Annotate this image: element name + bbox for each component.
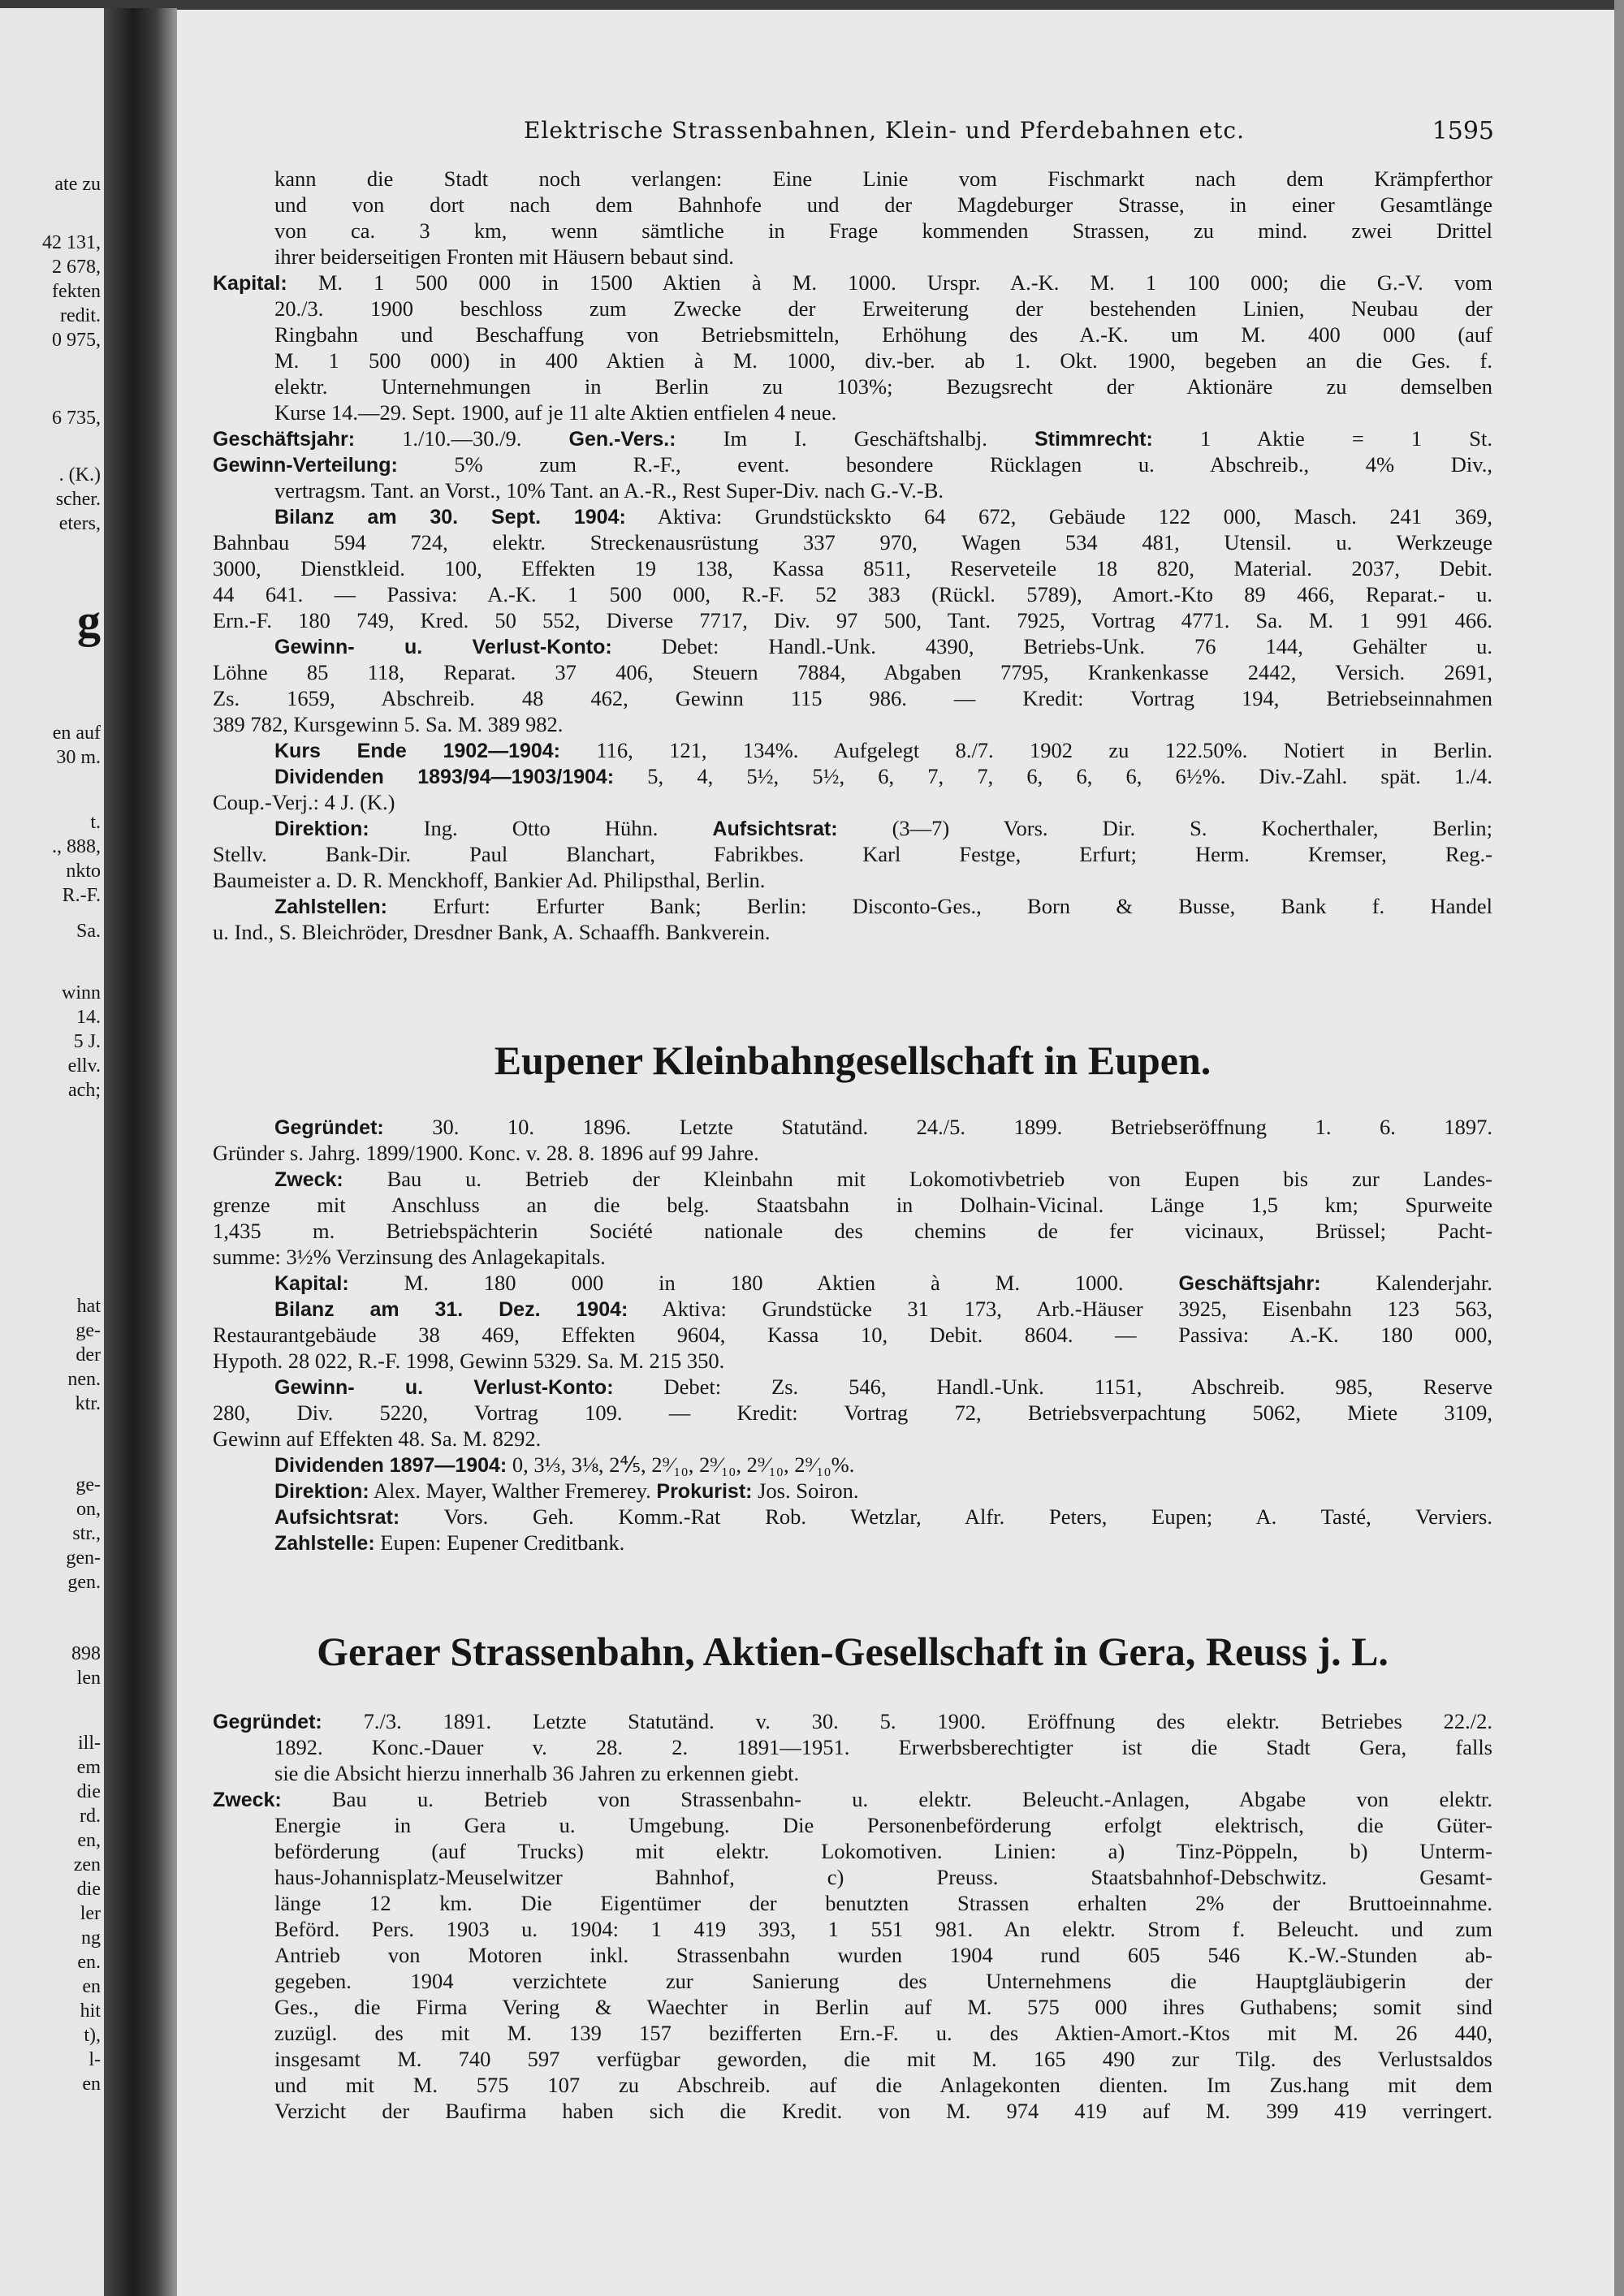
left-page-text-fragment: ellv.	[67, 1055, 101, 1077]
section-keyword: Gewinn- u. Verlust-Konto:	[274, 636, 612, 658]
text-line: Verzicht der Baufirma haben sich die Kredit. von M. 974 419 auf M. 399 419 verringert.	[274, 2099, 1492, 2123]
text-line: Geschäftsjahr: 1./10.—30./9. Gen.-Vers.: Im I. Geschäftshalbj. Stimmrecht: 1 Aktie = 1 St.	[213, 426, 1492, 451]
section-keyword: Zahlstellen:	[274, 896, 387, 918]
left-page-text-fragment: ach;	[68, 1080, 101, 1101]
section-keyword: Geschäftsjahr:	[1178, 1272, 1321, 1295]
left-page-text-fragment: ill-	[78, 1733, 101, 1754]
text-line: sie die Absicht hierzu innerhalb 36 Jahren zu erkennen giebt.	[274, 1761, 800, 1785]
text-line: Direktion: Alex. Mayer, Walther Fremerey. Prokurist: Jos. Soiron.	[274, 1478, 859, 1503]
section-keyword: Dividenden 1897—1904:	[274, 1454, 508, 1477]
left-page-text-fragment: t.	[90, 812, 101, 833]
left-page-fragment	[0, 8, 104, 2296]
left-page-text-fragment: str.,	[72, 1523, 101, 1544]
left-page-text-fragment: die	[76, 1879, 101, 1900]
text-line: 3000, Dienstkleid. 100, Effekten 19 138, Kassa 8511, Reserveteile 18 820, Material. 2037, Debit.	[213, 556, 1492, 580]
left-page-text-fragment: ktr.	[75, 1393, 101, 1414]
text-line: Beförd. Pers. 1903 u. 1904: 1 419 393, 1 551 981. An elektr. Strom f. Beleucht. und zum	[274, 1917, 1492, 1941]
left-page-text-fragment: on,	[76, 1499, 101, 1520]
text-line: Dividenden 1893/94—1903/1904: 5, 4, 5½, 5½, 6, 7, 7, 6, 6, 6, 6½%. Div.-Zahl. spät. 1./4.	[274, 764, 1492, 788]
section-keyword: Kurs Ende 1902—1904:	[274, 740, 561, 762]
section-keyword: Geschäftsjahr:	[213, 428, 356, 451]
section-keyword: Kapital:	[274, 1272, 349, 1295]
text-line: 389 782, Kursgewinn 5. Sa. M. 389 982.	[213, 712, 564, 736]
left-page-text-fragment: g	[77, 594, 101, 647]
text-line: Energie in Gera u. Umgebung. Die Personenbeförderung erfolgt elektrisch, die Güter-	[274, 1813, 1492, 1837]
text-line: Kurse 14.—29. Sept. 1900, auf je 11 alte Aktien entfielen 4 neue.	[274, 400, 837, 425]
running-header	[274, 117, 1494, 149]
section-keyword: Dividenden 1893/94—1903/1904:	[274, 766, 615, 788]
text-line: Bahnbau 594 724, elektr. Streckenausrüstung 337 970, Wagen 534 481, Utensil. u. Werkzeuge	[213, 530, 1492, 555]
text-line: Kurs Ende 1902—1904: 116, 121, 134%. Aufgelegt 8./7. 1902 zu 122.50%. Notiert in Berlin.	[274, 738, 1492, 762]
left-page-text-fragment: gen-	[66, 1547, 101, 1569]
left-page-text-fragment: en auf	[52, 723, 101, 744]
section-keyword: Direktion:	[274, 818, 369, 840]
page-number: 1595	[1432, 117, 1494, 145]
left-page-text-fragment: t),	[84, 2025, 101, 2046]
text-line: Hypoth. 28 022, R.-F. 1998, Gewinn 5329. Sa. M. 215 350.	[213, 1349, 725, 1373]
running-title: Elektrische Strassenbahnen, Klein- und Pferdebahnen etc.	[524, 117, 1245, 144]
section-keyword: Prokurist:	[656, 1480, 753, 1503]
text-line: 1892. Konc.-Dauer v. 28. 2. 1891—1951. Erwerbsberechtigter ist die Stadt Gera, falls	[274, 1735, 1492, 1759]
text-line: beförderung (auf Trucks) mit elektr. Lokomotiven. Linien: a) Tinz-Pöppeln, b) Unterm-	[274, 1839, 1492, 1863]
left-page-text-fragment: en,	[77, 1830, 101, 1851]
left-page-text-fragment: winn	[62, 982, 101, 1003]
section-keyword: Kapital:	[213, 272, 287, 295]
text-line: Zahlstelle: Eupen: Eupener Creditbank.	[274, 1530, 625, 1555]
text-line: Gründer s. Jahrg. 1899/1900. Konc. v. 28. 8. 1896 auf 99 Jahre.	[213, 1141, 759, 1165]
text-line: Löhne 85 118, Reparat. 37 406, Steuern 7884, Abgaben 7795, Krankenkasse 2442, Versich. 2691,	[213, 660, 1492, 684]
left-page-text-fragment: scher.	[55, 489, 101, 510]
text-line: Bilanz am 31. Dez. 1904: Aktiva: Grundstücke 31 173, Arb.-Häuser 3925, Eisenbahn 123 563,	[274, 1297, 1492, 1321]
left-page-text-fragment: 898	[71, 1643, 101, 1664]
section-keyword: Stimmrecht:	[1034, 428, 1153, 451]
text-line: Baumeister a. D. R. Menckhoff, Bankier Ad. Philipsthal, Berlin.	[213, 868, 766, 892]
text-line: Kapital: M. 180 000 in 180 Aktien à M. 1000. Geschäftsjahr: Kalenderjahr.	[274, 1271, 1492, 1295]
text-line: Gewinn- u. Verlust-Konto: Debet: Handl.-Unk. 4390, Betriebs-Unk. 76 144, Gehälter u.	[274, 634, 1493, 658]
text-line: Gewinn-Verteilung: 5% zum R.-F., event. besondere Rücklagen u. Abschreib., 4% Div.,	[213, 452, 1492, 477]
text-line: Zahlstellen: Erfurt: Erfurter Bank; Berlin: Disconto-Ges., Born & Busse, Bank f. Handel	[274, 894, 1492, 918]
text-line: kann die Stadt noch verlangen: Eine Linie vom Fischmarkt nach dem Krämpferthor	[274, 166, 1492, 191]
left-page-text-fragment: ge-	[76, 1320, 101, 1341]
text-line: Antrieb von Motoren inkl. Strassenbahn wurden 1904 rund 605 546 K.-W.-Stunden ab-	[274, 1943, 1492, 1967]
text-line: von ca. 3 km, wenn sämtliche in Frage kommenden Strassen, zu mind. zwei Drittel	[274, 218, 1492, 243]
left-page-text-fragment: nkto	[66, 861, 101, 882]
text-line: u. Ind., S. Bleichröder, Dresdner Bank, A. Schaaffh. Bankverein.	[213, 920, 771, 944]
section-keyword: Zahlstelle:	[274, 1532, 375, 1555]
section-keyword: Gewinn-Verteilung:	[213, 454, 398, 477]
left-page-text-fragment: em	[76, 1757, 101, 1778]
text-line: Zs. 1659, Abschreib. 48 462, Gewinn 115 986. — Kredit: Vortrag 194, Betriebseinnahmen	[213, 686, 1492, 710]
left-page-text-fragment: ge-	[76, 1474, 101, 1495]
text-line: Aufsichtsrat: Vors. Geh. Komm.-Rat Rob. Wetzlar, Alfr. Peters, Eupen; A. Tasté, Verviers.	[274, 1504, 1492, 1529]
left-page-text-fragment: Sa.	[76, 921, 101, 942]
left-page-text-fragment: rd.	[80, 1806, 101, 1827]
text-line: 1,435 m. Betriebspächterin Société nationale des chemins de fer vicinaux, Brüssel; Pacht-	[213, 1219, 1492, 1243]
left-page-text-fragment: redit.	[60, 305, 101, 326]
section-keyword: Direktion:	[274, 1480, 369, 1503]
text-line: elektr. Unternehmungen in Berlin zu 103%; Bezugsrecht der Aktionäre zu demselben	[274, 374, 1492, 399]
text-line: M. 1 500 000) in 400 Aktien à M. 1000, div.-ber. ab 1. Okt. 1900, begeben an die Ges. f.	[274, 348, 1492, 373]
text-line: Dividenden 1897—1904: 0, 3⅓, 3⅛, 2⅘, 2⁹⁄₁₀, 2⁹⁄₁₀, 2⁹⁄₁₀, 2⁹⁄₁₀%.	[274, 1452, 855, 1477]
text-line: Ern.-F. 180 749, Kred. 50 552, Diverse 7717, Div. 97 500, Tant. 7925, Vortrag 4771. Sa. M. 1 991 466.	[213, 608, 1492, 632]
text-line: Zweck: Bau u. Betrieb der Kleinbahn mit Lokomotivbetrieb von Eupen bis zur Landes-	[274, 1167, 1492, 1191]
left-page-text-fragment: ., 888,	[52, 836, 101, 857]
left-page-text-fragment: ng	[81, 1927, 101, 1949]
section-keyword: Gen.-Vers.:	[568, 428, 676, 451]
left-page-text-fragment: der	[76, 1344, 101, 1366]
text-line: insgesamt M. 740 597 verfügbar geworden, die mit M. 165 490 zur Tilg. des Verlustsaldos	[274, 2047, 1492, 2071]
company-heading: Eupener Kleinbahngesellschaft in Eupen.	[494, 1038, 1212, 1083]
text-line: grenze mit Anschluss an die belg. Staatsbahn in Dolhain-Vicinal. Länge 1,5 km; Spurweite	[213, 1193, 1492, 1217]
left-page-text-fragment: en.	[77, 1952, 101, 1973]
text-line: ihrer beiderseitigen Fronten mit Häusern bebaut sind.	[274, 244, 734, 269]
left-page-text-fragment: 14.	[76, 1007, 101, 1028]
left-page-text-fragment: . (K.)	[58, 464, 101, 486]
text-line: Ringbahn und Beschaffung von Betriebsmitteln, Erhöhung des A.-K. um M. 400 000 (auf	[274, 322, 1492, 347]
left-page-text-fragment: len	[76, 1668, 101, 1689]
text-line: Ges., die Firma Vering & Waechter in Berlin auf M. 575 000 ihres Guthabens; somit sind	[274, 1995, 1492, 2019]
text-line: zuzügl. des mit M. 139 157 bezifferten Ern.-F. u. des Aktien-Amort.-Ktos mit M. 26 440,	[274, 2021, 1492, 2045]
section-keyword: Gegründet:	[274, 1116, 384, 1139]
text-line: Gewinn auf Effekten 48. Sa. M. 8292.	[213, 1426, 542, 1451]
text-line: Kapital: M. 1 500 000 in 1500 Aktien à M. 1000. Urspr. A.-K. M. 1 100 000; die G.-V. vom	[213, 270, 1492, 295]
left-page-text-fragment: fekten	[52, 281, 101, 302]
text-line: Restaurantgebäude 38 469, Effekten 9604, Kassa 10, Debit. 8604. — Passiva: A.-K. 180 000,	[213, 1323, 1492, 1347]
left-page-text-fragment: hat	[76, 1296, 101, 1317]
left-page-text-fragment: 0 975,	[52, 330, 101, 351]
text-line: 280, Div. 5220, Vortrag 109. — Kredit: Vortrag 72, Betriebsverpachtung 5062, Miete 3109,	[213, 1400, 1492, 1425]
scan-right-edge	[1614, 0, 1624, 2296]
text-line: Direktion: Ing. Otto Hühn. Aufsichtsrat: (3—7) Vors. Dir. S. Kocherthaler, Berlin;	[274, 816, 1492, 840]
section-keyword: Zweck:	[213, 1789, 282, 1811]
left-page-text-fragment: zen	[73, 1854, 101, 1875]
left-page-text-fragment: R.-F.	[62, 885, 101, 906]
section-keyword: Bilanz am 30. Sept. 1904:	[274, 506, 626, 529]
section-keyword: Gewinn- u. Verlust-Konto:	[274, 1376, 614, 1399]
section-keyword: Bilanz am 31. Dez. 1904:	[274, 1298, 628, 1321]
left-page-text-fragment: nen.	[67, 1369, 101, 1390]
left-page-text-fragment: 42 131,	[42, 232, 101, 253]
text-line: länge 12 km. Die Eigentümer der benutzten Strassen erhalten 2% der Bruttoeinnahme.	[274, 1891, 1492, 1915]
left-page-text-fragment: en	[82, 2074, 101, 2095]
text-line: summe: 3½% Verzinsung des Anlagekapitals.	[213, 1245, 606, 1269]
text-line: Coup.-Verj.: 4 J. (K.)	[213, 790, 395, 814]
section-keyword: Zweck:	[274, 1168, 343, 1191]
text-line: Gegründet: 30. 10. 1896. Letzte Statutänd. 24./5. 1899. Betriebseröffnung 1. 6. 1897.	[274, 1115, 1492, 1139]
left-page-text-fragment: gen.	[67, 1572, 101, 1593]
left-page-text-fragment: eters,	[58, 513, 101, 534]
text-line: 20./3. 1900 beschloss zum Zwecke der Erweiterung der bestehenden Linien, Neubau der	[274, 296, 1492, 321]
section-keyword: Gegründet:	[213, 1711, 322, 1733]
text-line: gegeben. 1904 verzichtete zur Sanierung des Unternehmens die Hauptgläubigerin der	[274, 1969, 1492, 1993]
text-line: vertragsm. Tant. an Vorst., 10% Tant. an A.-R., Rest Super-Div. nach G.-V.-B.	[274, 478, 944, 503]
left-page-text-fragment: die	[76, 1781, 101, 1802]
left-page-text-fragment: 5 J.	[73, 1031, 101, 1052]
left-page-text-fragment: 2 678,	[52, 257, 101, 278]
left-page-text-fragment: 30 m.	[56, 747, 101, 768]
text-line: Zweck: Bau u. Betrieb von Strassenbahn- u. elektr. Beleucht.-Anlagen, Abgabe von elektr.	[213, 1787, 1492, 1811]
scan-top-edge	[0, 0, 1624, 10]
section-keyword: Aufsichtsrat:	[712, 818, 838, 840]
text-line: Stellv. Bank-Dir. Paul Blanchart, Fabrikbes. Karl Festge, Erfurt; Herm. Kremser, Reg.-	[213, 842, 1492, 866]
left-page-text-fragment: 6 735,	[52, 408, 101, 429]
text-line: Gegründet: 7./3. 1891. Letzte Statutänd. v. 30. 5. 1900. Eröffnung des elektr. Betriebes 22./2.	[213, 1709, 1492, 1733]
text-line: 44 641. — Passiva: A.-K. 1 500 000, R.-F. 52 383 (Rückl. 5789), Amort.-Kto 89 466, Reparat.- u.	[213, 582, 1492, 606]
left-page-text-fragment: ate zu	[54, 174, 101, 195]
left-page-text-fragment: l-	[89, 2049, 101, 2070]
company-heading: Geraer Strassenbahn, Aktien-Gesellschaft in Gera, Reuss j. L.	[317, 1629, 1389, 1674]
text-line: haus-Johannisplatz-Meuselwitzer Bahnhof, c) Preuss. Staatsbahnhof-Debschwitz. Gesamt-	[274, 1865, 1492, 1889]
left-page-text-fragment: ler	[80, 1903, 101, 1924]
text-line: und von dort nach dem Bahnhofe und der Magdeburger Strasse, in einer Gesamtlänge	[274, 192, 1492, 217]
left-page-text-fragment: en	[82, 1976, 101, 1997]
book-gutter	[104, 8, 177, 2296]
text-line: Gewinn- u. Verlust-Konto: Debet: Zs. 546, Handl.-Unk. 1151, Abschreib. 985, Reserve	[274, 1375, 1492, 1399]
left-page-text-fragment: hit	[80, 2000, 101, 2022]
text-line: und mit M. 575 107 zu Abschreib. auf die Anlagekonten dienten. Im Zus.hang mit dem	[274, 2073, 1492, 2097]
section-keyword: Aufsichtsrat:	[274, 1506, 400, 1529]
text-line: Bilanz am 30. Sept. 1904: Aktiva: Grundstückskto 64 672, Gebäude 122 000, Masch. 241 369,	[274, 504, 1492, 529]
